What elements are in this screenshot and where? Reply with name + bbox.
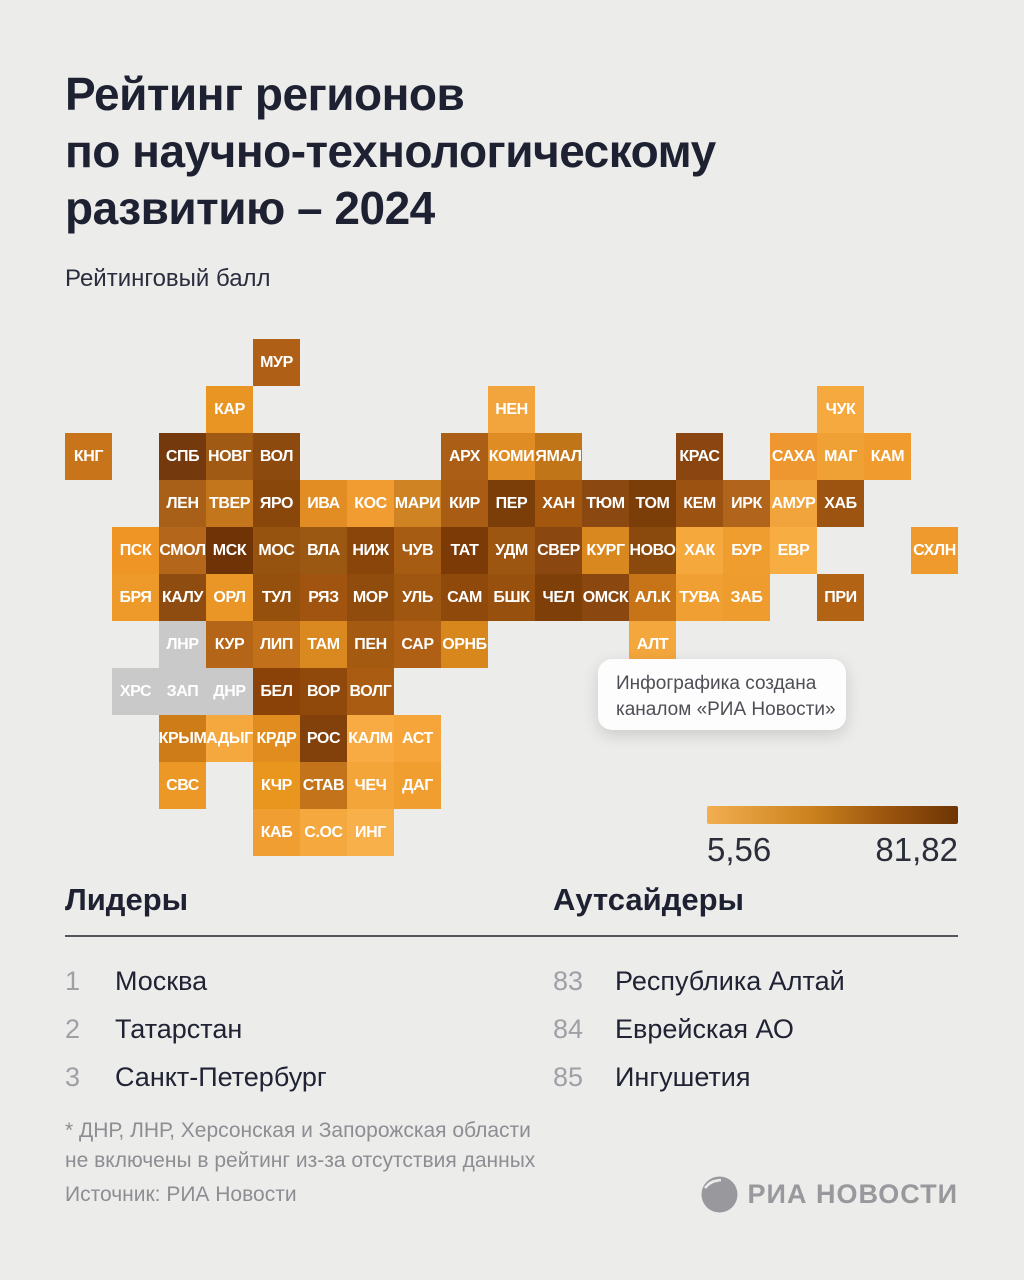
map-tile-label: ЧЕЧ — [354, 776, 387, 794]
map-tile-МАГ — [817, 433, 864, 480]
map-tile-СВС — [159, 762, 206, 809]
map-tile-ПРИ — [817, 574, 864, 621]
map-tile-БРЯ — [112, 574, 159, 621]
map-tile-label: САХА — [771, 447, 816, 465]
map-tile-ЛЕН — [159, 480, 206, 527]
credit-line-2: каналом «РИА Новости» — [616, 699, 836, 720]
leaders-heading: Лидеры — [65, 882, 189, 917]
map-tile-РЯЗ — [300, 574, 347, 621]
map-tile-label: АСТ — [402, 729, 433, 747]
map-tile-label: СВС — [166, 776, 199, 794]
map-tile-label: НИЖ — [352, 541, 389, 559]
map-tile-label: КИР — [449, 494, 480, 512]
map-tile-ОРНБ — [441, 621, 488, 668]
map-tile-КОС — [347, 480, 394, 527]
map-tile-label: РЯЗ — [308, 588, 339, 606]
map-tile-КЧР — [253, 762, 300, 809]
map-tile-ТУВА — [676, 574, 723, 621]
map-tile-label: КАЛУ — [161, 588, 204, 606]
map-tile-label: БРЯ — [119, 588, 152, 606]
map-tile-label: БШК — [493, 588, 530, 606]
map-tile-КОМИ — [488, 433, 535, 480]
logo-text: РИА НОВОСТИ — [747, 1179, 958, 1209]
map-tile-ТАТ — [441, 527, 488, 574]
map-tile-label: ТВЕР — [208, 494, 251, 512]
scale-max-label: 81,82 — [875, 831, 958, 868]
map-tile-ЧУК — [817, 386, 864, 433]
map-tile-label: ТАТ — [450, 541, 479, 559]
leader-rank-1: 1 — [65, 966, 81, 996]
ria-novosti-logo — [658, 1176, 958, 1213]
map-tile-ВОЛГ — [347, 668, 394, 715]
map-tile-label: ТЮМ — [586, 494, 625, 512]
map-tile-МСК — [206, 527, 253, 574]
map-tile-label: НОВГ — [207, 447, 252, 465]
map-tile-АЛ.К — [629, 574, 676, 621]
map-tile-label: ТУВА — [679, 588, 720, 606]
map-tile-ОРЛ — [206, 574, 253, 621]
exclusion-footnote — [65, 1116, 535, 1176]
map-tile-label: АЛТ — [636, 635, 669, 653]
map-tile-label: ЧУК — [825, 400, 856, 418]
map-tile-ДАГ — [394, 762, 441, 809]
page-title: Рейтинг регионов по научно-технологическому развитию – 2024 — [65, 68, 716, 234]
map-tile-label: КРЫМ — [158, 729, 207, 747]
map-tile-АМУР — [770, 480, 817, 527]
map-tile-label: МАРИ — [394, 494, 441, 512]
map-tile-label: КЧР — [261, 776, 292, 794]
map-tile-МОР — [347, 574, 394, 621]
color-scale-gradient — [707, 806, 958, 824]
map-tile-label: САМ — [447, 588, 482, 606]
map-tile-ИВА — [300, 480, 347, 527]
credit-line-1: Инфографика создана — [616, 673, 817, 694]
map-tile-ИРК — [723, 480, 770, 527]
map-tile-label: АРХ — [448, 447, 481, 465]
map-tile-СХЛН — [911, 527, 958, 574]
outsider-name-84: Еврейская АО — [615, 1014, 794, 1044]
map-tile-ЧЕЛ — [535, 574, 582, 621]
map-tile-ЯРО — [253, 480, 300, 527]
map-tile-ИНГ — [347, 809, 394, 856]
map-tile-label: ПЕР — [495, 494, 528, 512]
map-tile-САХА — [770, 433, 817, 480]
map-tile-КЕМ — [676, 480, 723, 527]
map-tile-ЧЕЧ — [347, 762, 394, 809]
map-tile-ЯМАЛ — [535, 433, 582, 480]
map-tile-КАР — [206, 386, 253, 433]
map-tile-label: ТОМ — [635, 494, 670, 512]
map-tile-МУР — [253, 339, 300, 386]
map-tile-label: МСК — [212, 541, 247, 559]
leader-rank-3: 3 — [65, 1062, 81, 1092]
map-tile-label: ПЕН — [354, 635, 387, 653]
map-tile-label: МОС — [258, 541, 295, 559]
map-tile-АСТ — [394, 715, 441, 762]
map-tile-ХАН — [535, 480, 582, 527]
map-tile-СТАВ — [300, 762, 347, 809]
map-tile-label: СМОЛ — [159, 541, 206, 559]
map-tile-ОМСК — [582, 574, 629, 621]
map-tile-label: ИВА — [307, 494, 340, 512]
map-tile-label: КРАС — [679, 447, 720, 465]
map-tile-label: КРДР — [256, 729, 297, 747]
map-tile-label: КАБ — [260, 823, 293, 841]
map-tile-label: КАМ — [870, 447, 905, 465]
chart-subtitle: Рейтинговый балл — [65, 265, 271, 292]
map-tile-РОС — [300, 715, 347, 762]
map-tile-ХАБ — [817, 480, 864, 527]
leader-name-1: Москва — [115, 966, 208, 996]
section-divider — [65, 935, 958, 937]
map-tile-label: ЗАБ — [730, 588, 763, 606]
map-tile-label: ВОЛ — [259, 447, 294, 465]
map-tile-label: ЧЕЛ — [542, 588, 575, 606]
map-tile-ВОР — [300, 668, 347, 715]
map-tile-ТУЛ — [253, 574, 300, 621]
map-tile-ТАМ — [300, 621, 347, 668]
outsider-rank-83: 83 — [553, 966, 584, 996]
map-tile-КРАС — [676, 433, 723, 480]
map-tile-С.ОС — [300, 809, 347, 856]
map-tile-label: ОМСК — [582, 588, 629, 606]
map-tile-КАБ — [253, 809, 300, 856]
map-tile-label: НЕН — [495, 400, 528, 418]
map-tile-label: ВОЛГ — [349, 682, 392, 700]
map-tile-label: СХЛН — [913, 541, 956, 559]
map-tile-БУР — [723, 527, 770, 574]
map-tile-label: АДЫГ — [206, 729, 253, 747]
map-tile-КРЫМ — [159, 715, 206, 762]
map-tile-label: НОВО — [629, 541, 676, 559]
leader-rank-2: 2 — [65, 1014, 81, 1044]
map-tile-ЗАП-excluded — [159, 668, 206, 715]
map-tile-label: ЯРО — [259, 494, 294, 512]
map-tile-ТОМ — [629, 480, 676, 527]
map-tile-label: ЛНР — [166, 635, 199, 653]
map-tile-label: СВЕР — [537, 541, 580, 559]
map-tile-label: СТАВ — [302, 776, 345, 794]
map-tile-ПЕР — [488, 480, 535, 527]
map-tile-КАЛМ — [347, 715, 394, 762]
map-tile-label: ЯМАЛ — [535, 447, 582, 465]
map-tile-label: ОРНБ — [442, 635, 487, 653]
map-tile-ПЕН — [347, 621, 394, 668]
map-tile-label: МУР — [260, 353, 293, 371]
map-tile-ВОЛ — [253, 433, 300, 480]
map-tile-label: БУР — [731, 541, 762, 559]
map-tile-label: УДМ — [495, 541, 528, 559]
map-tile-МОС — [253, 527, 300, 574]
map-tile-label: ЧУВ — [401, 541, 434, 559]
map-tile-КУР — [206, 621, 253, 668]
map-tile-САМ — [441, 574, 488, 621]
map-tile-label: ДАГ — [402, 776, 433, 794]
map-tile-label: АЛ.К — [634, 588, 671, 606]
map-tile-КАМ — [864, 433, 911, 480]
map-tile-label: ЛИП — [259, 635, 294, 653]
map-tile-label: ТУЛ — [261, 588, 292, 606]
map-tile-БШК — [488, 574, 535, 621]
map-tile-ВЛА — [300, 527, 347, 574]
map-tile-МАРИ — [394, 480, 441, 527]
map-tile-КИР — [441, 480, 488, 527]
credit-card — [598, 659, 846, 730]
map-tile-label: ЗАП — [166, 682, 199, 700]
map-tile-label: ВОР — [306, 682, 341, 700]
map-tile-КНГ — [65, 433, 112, 480]
map-tile-НИЖ — [347, 527, 394, 574]
map-tile-label: ОРЛ — [213, 588, 246, 606]
map-tile-АДЫГ — [206, 715, 253, 762]
map-tile-label: САР — [401, 635, 434, 653]
map-tile-УДМ — [488, 527, 535, 574]
outsiders-heading: Аутсайдеры — [553, 882, 745, 917]
map-tile-СВЕР — [535, 527, 582, 574]
map-tile-КУРГ — [582, 527, 629, 574]
map-tile-БЕЛ — [253, 668, 300, 715]
map-tile-ДНР-excluded — [206, 668, 253, 715]
map-tile-label: КОС — [354, 494, 387, 512]
map-tile-label: КУРГ — [586, 541, 625, 559]
leader-name-2: Татарстан — [115, 1014, 243, 1044]
source-label: Источник: РИА Новости — [65, 1183, 297, 1206]
map-tile-label: ТАМ — [307, 635, 340, 653]
map-tile-ПСК — [112, 527, 159, 574]
map-tile-label: ИРК — [731, 494, 762, 512]
map-tile-АРХ — [441, 433, 488, 480]
map-tile-label: ЛЕН — [166, 494, 199, 512]
map-tile-label: МОР — [352, 588, 389, 606]
map-tile-ЛНР-excluded — [159, 621, 206, 668]
map-tile-label: БЕЛ — [260, 682, 293, 700]
map-tile-label: ВЛА — [307, 541, 340, 559]
map-tile-label: ДНР — [213, 682, 246, 700]
map-tile-НЕН — [488, 386, 535, 433]
map-tile-label: ХАБ — [824, 494, 857, 512]
map-tile-label: СПБ — [165, 447, 200, 465]
map-tile-label: КУР — [214, 635, 245, 653]
footnote-line-2: не включены в рейтинг из-за отсутствия данных — [65, 1149, 536, 1172]
map-tile-НОВО — [629, 527, 676, 574]
outsider-name-85: Ингушетия — [615, 1062, 751, 1092]
map-tile-label: КАР — [214, 400, 245, 418]
map-tile-УЛЬ — [394, 574, 441, 621]
map-tile-САР — [394, 621, 441, 668]
map-tile-label: АМУР — [771, 494, 816, 512]
map-tile-label: УЛЬ — [402, 588, 433, 606]
outsider-rank-85: 85 — [553, 1062, 584, 1092]
map-tile-label: ЕВР — [777, 541, 810, 559]
map-tile-КРДР — [253, 715, 300, 762]
map-tile-label: С.ОС — [304, 823, 343, 841]
map-tile-label: ХАК — [684, 541, 715, 559]
map-tile-СМОЛ — [159, 527, 206, 574]
map-tile-label: ИНГ — [355, 823, 386, 841]
map-tile-ТВЕР — [206, 480, 253, 527]
outsider-name-83: Республика Алтай — [615, 966, 845, 996]
map-tile-ТЮМ — [582, 480, 629, 527]
map-tile-label: КЕМ — [683, 494, 716, 512]
map-tile-КАЛУ — [159, 574, 206, 621]
map-tile-label: КОМИ — [488, 447, 535, 465]
map-tile-НОВГ — [206, 433, 253, 480]
map-tile-ЕВР — [770, 527, 817, 574]
footnote-line-1: * ДНР, ЛНР, Херсонская и Запорожская области — [65, 1119, 531, 1142]
map-tile-ЛИП — [253, 621, 300, 668]
leader-name-3: Санкт-Петербург — [115, 1062, 327, 1092]
map-tile-СПБ — [159, 433, 206, 480]
map-tile-label: КАЛМ — [348, 729, 393, 747]
map-tile-label: ХРС — [119, 682, 152, 700]
scale-min-label: 5,56 — [707, 831, 772, 868]
map-tile-label: РОС — [306, 729, 341, 747]
outsider-rank-84: 84 — [553, 1014, 584, 1044]
map-tile-ЧУВ — [394, 527, 441, 574]
map-tile-label: ХАН — [542, 494, 575, 512]
map-tile-ХАК — [676, 527, 723, 574]
map-tile-ЗАБ — [723, 574, 770, 621]
map-tile-label: ПРИ — [824, 588, 857, 606]
map-tile-label: МАГ — [824, 447, 857, 465]
map-tile-label: ПСК — [119, 541, 152, 559]
globe-icon — [701, 1176, 738, 1213]
map-tile-label: КНГ — [73, 447, 104, 465]
map-tile-ХРС-excluded — [112, 668, 159, 715]
